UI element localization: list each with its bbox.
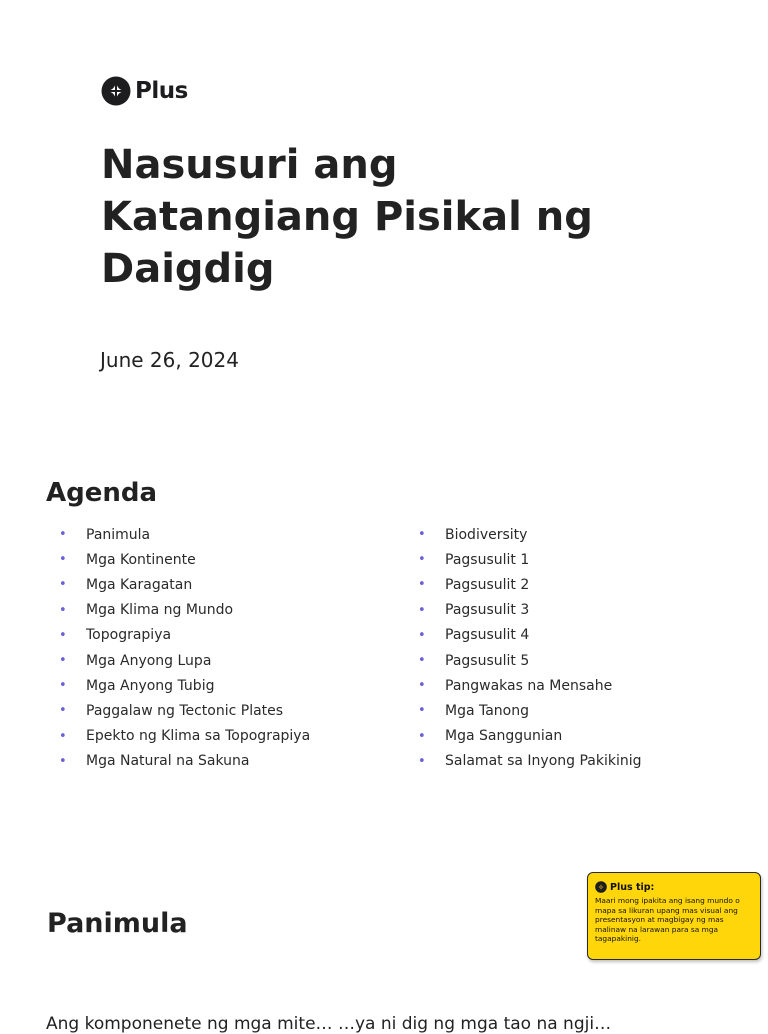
bullet-icon: •: [418, 753, 426, 769]
agenda-item-label: Mga Anyong Tubig: [86, 677, 215, 694]
agenda-item-label: Mga Anyong Lupa: [86, 652, 212, 669]
agenda-item: [58, 623, 310, 648]
agenda-item: [58, 522, 310, 547]
agenda-item-label: Mga Kontinente: [86, 551, 196, 568]
tip-title: Plus tip:: [610, 881, 655, 893]
agenda-item: [58, 547, 310, 572]
agenda-item: [58, 698, 310, 723]
agenda-item-label: Pagsusulit 4: [445, 627, 530, 644]
tip-header: [595, 881, 754, 893]
agenda-item: [58, 572, 310, 597]
agenda-item-label: Topograpiya: [86, 627, 172, 644]
bullet-icon: •: [418, 602, 426, 618]
agenda-item-label: Pagsusulit 1: [445, 551, 530, 568]
bullet-icon: •: [59, 653, 67, 669]
agenda-item: [417, 648, 642, 673]
plus-tip-callout: [587, 872, 761, 960]
agenda-item-label: Mga Karagatan: [86, 576, 193, 593]
agenda-item-label: Paggalaw ng Tectonic Plates: [86, 702, 284, 719]
agenda-item-label: Panimula: [86, 526, 151, 543]
agenda-item-label: Pagsusulit 3: [445, 602, 530, 619]
bullet-icon: •: [418, 552, 426, 568]
bullet-icon: •: [418, 703, 426, 719]
section-heading: Panimula: [47, 908, 188, 939]
agenda-item: [58, 673, 310, 698]
bullet-icon: •: [418, 653, 426, 669]
agenda-item-label: Mga Tanong: [445, 702, 530, 719]
agenda-item: [417, 673, 642, 698]
agenda-item-label: Mga Natural na Sakuna: [86, 753, 250, 770]
agenda-list-right: [417, 522, 642, 774]
agenda-item: [417, 749, 642, 774]
bullet-icon: •: [59, 552, 67, 568]
agenda-item: [417, 572, 642, 597]
agenda-item: [417, 547, 642, 572]
agenda-item-label: Biodiversity: [445, 526, 528, 543]
agenda-list-left: [58, 522, 310, 774]
agenda-item: [417, 522, 642, 547]
page-title: Nasusuri ang Katangiang Pisikal ng Daigdig: [101, 142, 593, 292]
plus-logo-icon: [101, 76, 131, 106]
agenda-item-label: Mga Klima ng Mundo: [86, 602, 234, 619]
bullet-icon: •: [59, 577, 67, 593]
agenda-item: [58, 648, 310, 673]
bullet-icon: •: [418, 678, 426, 694]
agenda-item: [58, 749, 310, 774]
brand-logo: [101, 76, 188, 106]
bullet-icon: •: [59, 753, 67, 769]
bullet-icon: •: [59, 728, 67, 744]
agenda-item-label: Salamat sa Inyong Pakikinig: [445, 753, 642, 770]
agenda-item-label: Mga Sanggunian: [445, 728, 563, 745]
agenda-heading: Agenda: [46, 478, 158, 508]
bullet-icon: •: [59, 678, 67, 694]
agenda-item-label: Pagsusulit 5: [445, 652, 530, 669]
agenda-item: [417, 724, 642, 749]
bullet-icon: •: [59, 602, 67, 618]
agenda-item: [58, 598, 310, 623]
agenda-item: [58, 724, 310, 749]
plus-logo-icon: [595, 881, 607, 893]
bullet-icon: •: [418, 728, 426, 744]
agenda-item-label: Epekto ng Klima sa Topograpiya: [86, 728, 311, 745]
bullet-icon: •: [418, 577, 426, 593]
presentation-date: June 26, 2024: [100, 348, 239, 372]
agenda-item-label: Pagsusulit 2: [445, 576, 530, 593]
brand-name: Plus: [135, 78, 188, 104]
agenda-item: [417, 698, 642, 723]
bullet-icon: •: [59, 527, 67, 543]
agenda-item-label: Pangwakas na Mensahe: [445, 677, 613, 694]
bullet-icon: •: [418, 527, 426, 543]
agenda-item: [417, 598, 642, 623]
bullet-icon: •: [418, 627, 426, 643]
bullet-icon: •: [59, 627, 67, 643]
section-partial-text: Ang komponenete ng mga mite… …ya ni dig ng mga tao na ngji…: [46, 1014, 612, 1034]
bullet-icon: •: [59, 703, 67, 719]
agenda-item: [417, 623, 642, 648]
tip-body: Maari mong ipakita ang isang mundo o mapa sa likuran upang mas visual ang presentasyon at magbigay ng mas malinaw na larawan para sa mga tagapakinig.: [595, 896, 740, 944]
